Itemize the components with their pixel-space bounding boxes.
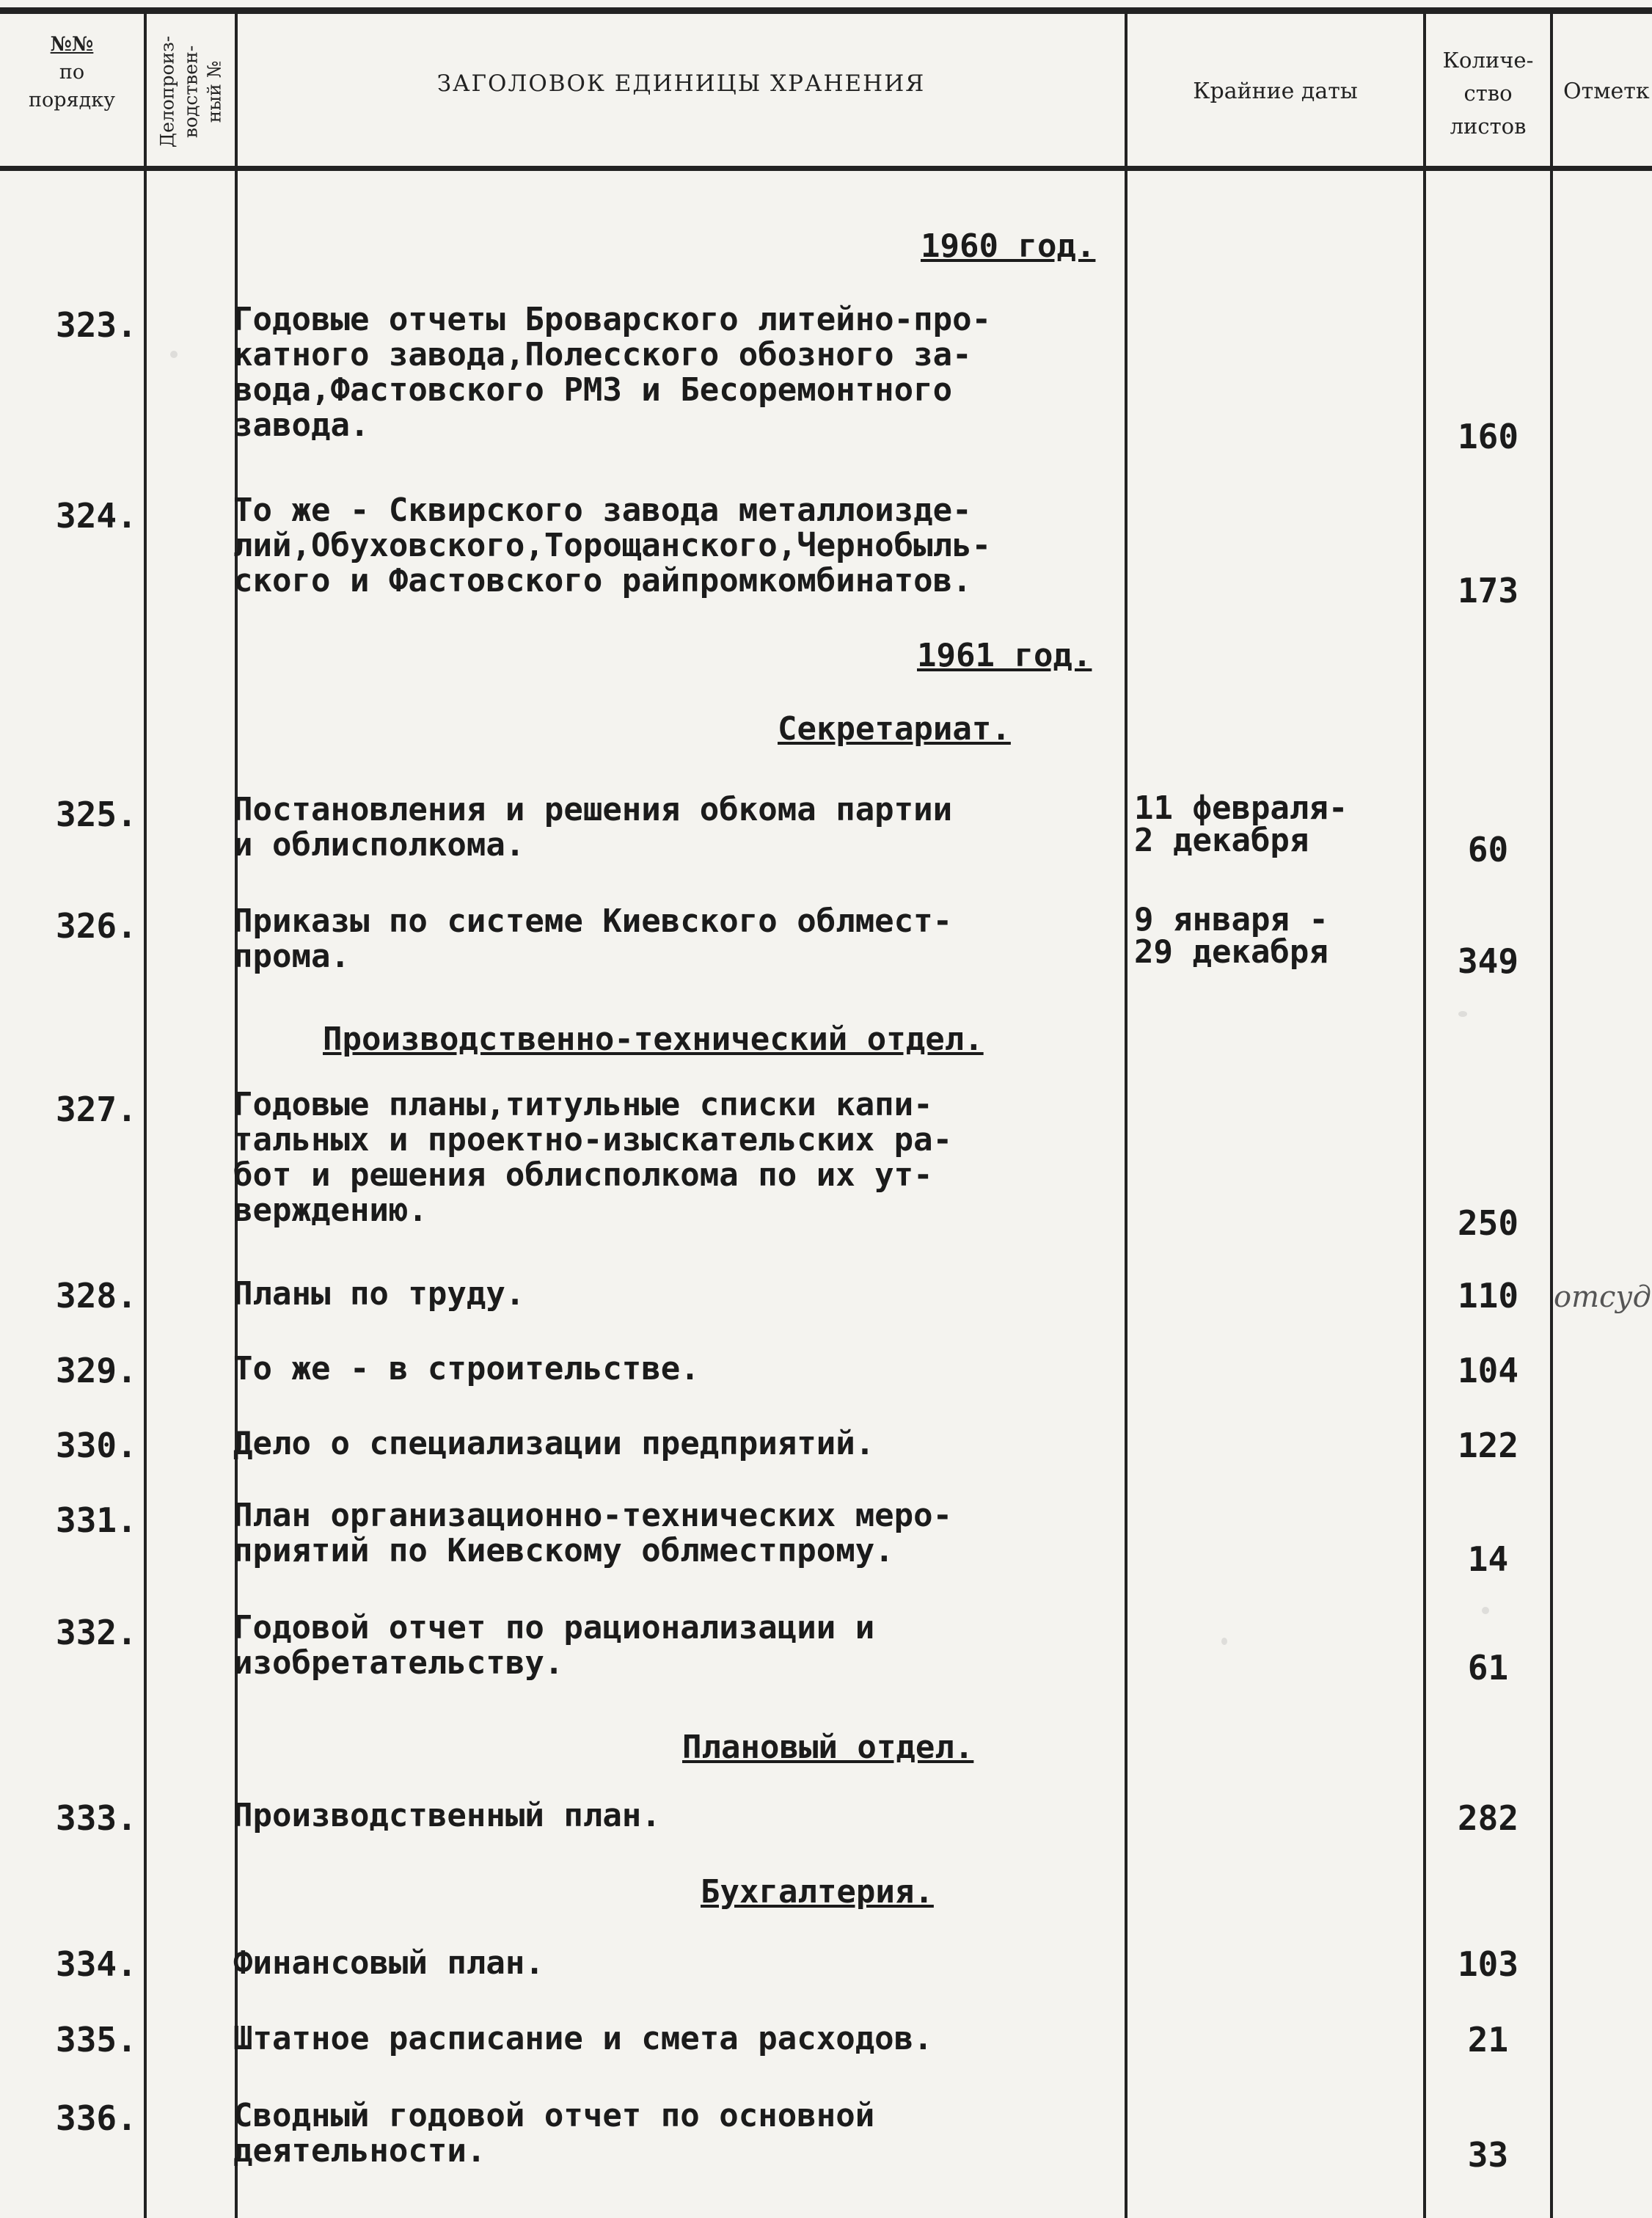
entry-number: 331.: [56, 1500, 137, 1540]
entry-sheets: 21: [1467, 2020, 1509, 2060]
header-sheets-label: ство: [1463, 81, 1513, 106]
scan-speck: [1458, 1011, 1467, 1017]
header-sheets-label: листов: [1450, 114, 1527, 139]
header-production-number-column: [147, 22, 235, 161]
section-heading: 1961 год.: [917, 637, 1092, 674]
entry-number: 325.: [56, 795, 137, 834]
entry-sheets: 33: [1467, 2135, 1509, 2175]
top-rule: [0, 7, 1652, 14]
entry-number: 333.: [56, 1798, 137, 1838]
header-num-label: по: [59, 61, 85, 84]
entry-number: 334.: [56, 1944, 137, 1984]
entry-title: Приказы по системе Киевского облмест- прома.: [233, 902, 953, 975]
header-number-column: [0, 31, 144, 114]
entry-title: Финансовый план.: [233, 1944, 544, 1982]
entry-sheets: 160: [1457, 417, 1519, 456]
entry-number: 326.: [56, 906, 137, 946]
column-divider: [1423, 7, 1426, 2218]
header-rule: [0, 166, 1652, 171]
entry-title: Годовые отчеты Броварского литейно-про- катного завода,Полесского обозного за- вода,Фастовского РМЗ и Бесоремонтного завода.: [233, 301, 992, 444]
column-divider: [1550, 7, 1553, 2218]
entry-sheets: 173: [1457, 571, 1519, 610]
entry-number: 329.: [56, 1351, 137, 1390]
entry-number: 327.: [56, 1090, 137, 1129]
handwritten-note: отсуд: [1554, 1280, 1651, 1314]
header-sheets-label: Количе-: [1442, 48, 1534, 73]
header-notes-column: Отметк: [1563, 79, 1650, 104]
entry-number: 332.: [56, 1613, 137, 1652]
entry-sheets: 104: [1457, 1351, 1519, 1390]
header-production-label: Делопроиз- водствен- ный №: [156, 35, 225, 148]
entry-title: План организационно-технических меро- приятий по Киевскому облместпрому.: [233, 1497, 953, 1569]
column-divider: [1125, 7, 1127, 2218]
entry-sheets: 60: [1467, 830, 1509, 869]
entry-sheets: 61: [1467, 1648, 1509, 1688]
entry-title: Постановления и решения обкома партии и облисполкома.: [233, 791, 953, 864]
entry-sheets: 250: [1457, 1203, 1519, 1243]
entry-number: 335.: [56, 2020, 137, 2060]
header-title-column: ЗАГОЛОВОК ЕДИНИЦЫ ХРАНЕНИЯ: [436, 70, 926, 97]
number-sign: №№: [50, 33, 94, 56]
entry-dates: 11 февраля- 2 декабря: [1134, 789, 1348, 859]
entry-sheets: 282: [1457, 1798, 1519, 1838]
entry-title: Штатное расписание и смета расходов.: [233, 2020, 933, 2057]
scan-speck: [170, 351, 178, 358]
entry-sheets: 14: [1467, 1539, 1509, 1579]
entry-title: Годовые планы,титульные списки капи- тальных и проектно-изыскательских ра- бот и решения облисполкома по их ут- верждению.: [233, 1086, 953, 1229]
entry-title: Дело о специализации предприятий.: [233, 1425, 875, 1462]
section-heading: Производственно-технический отдел.: [323, 1021, 984, 1058]
entry-number: 328.: [56, 1276, 137, 1316]
entry-sheets: 349: [1457, 941, 1519, 981]
entry-number: 330.: [56, 1426, 137, 1465]
scan-speck: [1221, 1638, 1227, 1645]
entry-title: То же - Сквирского завода металлоизде- лий,Обуховского,Торощанского,Чернобыль- ского и Фастовского райпромкомбинатов.: [233, 492, 992, 599]
section-heading: 1960 год.: [921, 227, 1096, 265]
entry-title: Планы по труду.: [233, 1275, 525, 1313]
entry-title: Производственный план.: [233, 1797, 661, 1834]
section-heading: Бухгалтерия.: [701, 1873, 934, 1911]
column-divider: [144, 7, 147, 2218]
entry-dates: 9 января - 29 декабря: [1134, 901, 1328, 971]
entry-number: 323.: [56, 305, 137, 345]
entry-sheets: 122: [1457, 1426, 1519, 1465]
entry-sheets: 103: [1457, 1944, 1519, 1984]
header-num-label: порядку: [29, 89, 115, 112]
section-heading: Секретариат.: [778, 710, 1011, 748]
entry-title: Сводный годовой отчет по основной деятельности.: [233, 2097, 875, 2170]
section-heading: Плановый отдел.: [682, 1729, 974, 1766]
entry-sheets: 110: [1457, 1276, 1519, 1316]
entry-number: 324.: [56, 496, 137, 536]
header-sheets-column: [1426, 44, 1550, 143]
scan-speck: [1482, 1607, 1489, 1614]
entry-title: Годовой отчет по рационализации и изобретательству.: [233, 1609, 875, 1682]
entry-number: 336.: [56, 2098, 137, 2138]
entry-title: То же - в строительстве.: [233, 1350, 700, 1387]
header-dates-column: Крайние даты: [1193, 79, 1358, 104]
